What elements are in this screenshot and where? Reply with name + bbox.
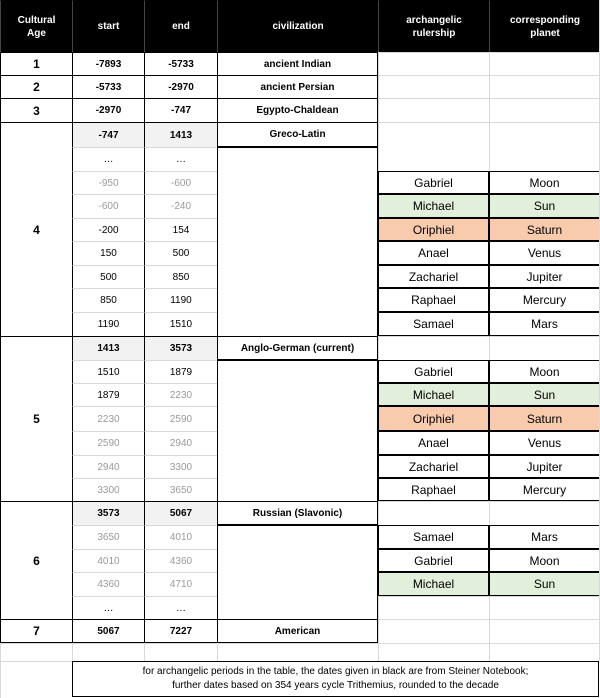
planet-name: Venus <box>489 241 600 265</box>
planet-empty <box>489 336 600 360</box>
planet-name: Mercury <box>489 478 600 501</box>
period-start: 2940 <box>72 455 144 478</box>
period-start: 1510 <box>72 360 144 383</box>
archangel-empty <box>378 619 489 643</box>
age-end: 5067 <box>144 501 217 525</box>
age-end: 1413 <box>144 122 217 147</box>
planet-name: Mars <box>489 312 600 336</box>
archangel-name: Michael <box>378 194 489 218</box>
planet-name: Saturn <box>489 218 600 241</box>
age-number: 1 <box>0 52 72 75</box>
spacer-cell <box>0 643 72 661</box>
age-civilization: ancient Persian <box>217 75 378 98</box>
header-start: start <box>72 0 144 52</box>
planet-empty <box>489 52 600 75</box>
period-start: 500 <box>72 265 144 288</box>
period-start: 2590 <box>72 431 144 455</box>
age-civilization: American <box>217 619 378 643</box>
footnote-line-1: for archangelic periods in the table, the dates given in black are from Steiner Notebook; <box>142 666 529 677</box>
period-end: -600 <box>144 171 217 194</box>
age-start: 5067 <box>72 619 144 643</box>
period-end: 1510 <box>144 312 217 336</box>
period-end: -240 <box>144 194 217 218</box>
footnote-line-2: further dates based on 354 years cycle Trithemius, rounded to the decade <box>172 680 499 691</box>
period-end: 154 <box>144 218 217 241</box>
period-start: 2230 <box>72 406 144 431</box>
period-start: 3650 <box>72 525 144 549</box>
period-start: 850 <box>72 288 144 312</box>
civilization-blank <box>217 360 378 501</box>
planet-name: Mercury <box>489 288 600 312</box>
age-number: 2 <box>0 75 72 98</box>
age-start: 1413 <box>72 336 144 360</box>
planet-name: Venus <box>489 431 600 455</box>
archangel-name: Raphael <box>378 478 489 501</box>
planet-name: Jupiter <box>489 265 600 288</box>
planet-empty <box>489 122 600 171</box>
ellipsis: … <box>72 596 144 619</box>
archangel-name: Zachariel <box>378 455 489 478</box>
age-end: -747 <box>144 98 217 122</box>
planet-name: Moon <box>489 549 600 572</box>
archangel-name: Gabriel <box>378 549 489 572</box>
period-start: -200 <box>72 218 144 241</box>
age-start: -7893 <box>72 52 144 75</box>
period-end: 4360 <box>144 549 217 572</box>
period-start: 1879 <box>72 383 144 406</box>
planet-name: Moon <box>489 171 600 194</box>
age-end: -2970 <box>144 75 217 98</box>
archangel-empty <box>378 122 489 171</box>
footnote <box>72 661 599 697</box>
civilization-blank <box>217 525 378 619</box>
period-start: -950 <box>72 171 144 194</box>
archangel-empty <box>378 501 489 525</box>
archangel-name: Oriphiel <box>378 406 489 431</box>
archangel-empty <box>378 596 489 619</box>
age-civilization: Greco-Latin <box>217 122 378 147</box>
archangel-name: Anael <box>378 241 489 265</box>
period-end: 2590 <box>144 406 217 431</box>
archangel-name: Zachariel <box>378 265 489 288</box>
period-start: 150 <box>72 241 144 265</box>
planet-name: Jupiter <box>489 455 600 478</box>
period-end: 1879 <box>144 360 217 383</box>
spacer-cell <box>489 643 600 661</box>
period-start: 3300 <box>72 478 144 501</box>
age-start: -747 <box>72 122 144 147</box>
planet-name: Moon <box>489 360 600 383</box>
header-end: end <box>144 0 217 52</box>
period-end: 1190 <box>144 288 217 312</box>
header-archangel: archangelic rulership <box>378 0 489 52</box>
archangel-empty <box>378 75 489 98</box>
planet-name: Mars <box>489 525 600 549</box>
civilization-blank <box>217 147 378 336</box>
period-end: 850 <box>144 265 217 288</box>
age-number: 5 <box>0 336 72 501</box>
header-planet: corresponding planet <box>489 0 600 52</box>
age-number: 3 <box>0 98 72 122</box>
planet-name: Sun <box>489 572 600 596</box>
header-age: Cultural Age <box>0 0 72 52</box>
age-end: -5733 <box>144 52 217 75</box>
spacer-cell <box>217 643 378 661</box>
header-civilization: civilization <box>217 0 378 52</box>
planet-empty <box>489 596 600 619</box>
archangel-name: Gabriel <box>378 360 489 383</box>
planet-empty <box>489 619 600 643</box>
period-end: 4010 <box>144 525 217 549</box>
spacer-cell <box>144 643 217 661</box>
age-number: 6 <box>0 501 72 619</box>
age-number: 4 <box>0 122 72 336</box>
planet-empty <box>489 501 600 525</box>
period-end: 2940 <box>144 431 217 455</box>
archangel-empty <box>378 336 489 360</box>
planet-empty <box>489 98 600 122</box>
archangel-name: Raphael <box>378 288 489 312</box>
period-start: 4010 <box>72 549 144 572</box>
age-number: 7 <box>0 619 72 643</box>
ellipsis: … <box>144 147 217 171</box>
age-civilization: ancient Indian <box>217 52 378 75</box>
archangel-empty <box>378 52 489 75</box>
ellipsis: … <box>144 596 217 619</box>
age-end: 7227 <box>144 619 217 643</box>
period-end: 3300 <box>144 455 217 478</box>
archangel-empty <box>378 98 489 122</box>
period-end: 4710 <box>144 572 217 596</box>
archangel-name: Gabriel <box>378 171 489 194</box>
planet-name: Saturn <box>489 406 600 431</box>
archangel-name: Michael <box>378 383 489 406</box>
archangel-name: Anael <box>378 431 489 455</box>
note-left-blank <box>0 661 72 698</box>
period-end: 500 <box>144 241 217 265</box>
age-civilization: Egypto-Chaldean <box>217 98 378 122</box>
period-end: 2230 <box>144 383 217 406</box>
period-start: 4360 <box>72 572 144 596</box>
age-start: -5733 <box>72 75 144 98</box>
age-end: 3573 <box>144 336 217 360</box>
period-end: 3650 <box>144 478 217 501</box>
archangel-name: Oriphiel <box>378 218 489 241</box>
period-start: 1190 <box>72 312 144 336</box>
planet-name: Sun <box>489 194 600 218</box>
planet-name: Sun <box>489 383 600 406</box>
archangel-name: Michael <box>378 572 489 596</box>
spacer-cell <box>72 643 144 661</box>
archangel-name: Samael <box>378 525 489 549</box>
age-start: -2970 <box>72 98 144 122</box>
planet-empty <box>489 75 600 98</box>
age-civilization: Anglo-German (current) <box>217 336 378 360</box>
ellipsis: … <box>72 147 144 171</box>
age-start: 3573 <box>72 501 144 525</box>
age-civilization: Russian (Slavonic) <box>217 501 378 525</box>
period-start: -600 <box>72 194 144 218</box>
archangel-name: Samael <box>378 312 489 336</box>
spacer-cell <box>378 643 489 661</box>
